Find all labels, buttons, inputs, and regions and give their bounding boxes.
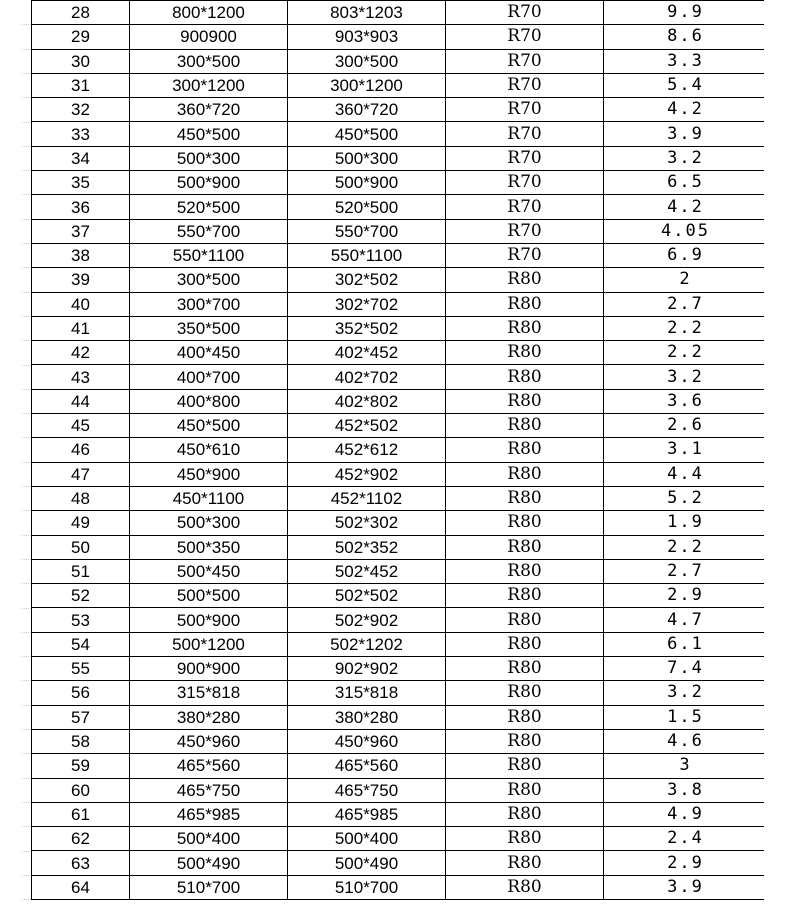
row-guide-line bbox=[22, 802, 31, 803]
cell-row-number[interactable]: 40 bbox=[32, 292, 130, 316]
cell-row-number[interactable]: 58 bbox=[32, 729, 130, 753]
cell-weight[interactable]: 5.2 bbox=[604, 486, 768, 510]
cell-row-number[interactable]: 54 bbox=[32, 632, 130, 656]
table-row bbox=[32, 462, 768, 486]
cell-model[interactable]: R80 bbox=[446, 292, 604, 316]
cell-size[interactable]: 350*500 bbox=[130, 316, 288, 340]
cell-model[interactable]: R80 bbox=[446, 486, 604, 510]
table-row bbox=[32, 657, 768, 681]
cell-row-number[interactable]: 36 bbox=[32, 195, 130, 219]
cell-model[interactable]: R80 bbox=[446, 559, 604, 583]
cell-weight[interactable]: 4.9 bbox=[604, 802, 768, 826]
cell-weight[interactable]: 3.3 bbox=[604, 49, 768, 73]
cell-row-number[interactable]: 30 bbox=[32, 49, 130, 73]
table-row bbox=[32, 729, 768, 753]
cell-model[interactable]: R70 bbox=[446, 98, 604, 122]
cell-size[interactable]: 400*450 bbox=[130, 341, 288, 365]
cell-row-number[interactable]: 29 bbox=[32, 25, 130, 49]
row-guide-line bbox=[22, 851, 31, 852]
row-guide-line bbox=[22, 194, 31, 195]
cell-outer-size[interactable]: 803*1203 bbox=[288, 1, 446, 25]
row-guide-line bbox=[22, 729, 31, 730]
cell-model[interactable]: R80 bbox=[446, 729, 604, 753]
table-row bbox=[32, 705, 768, 729]
cell-weight[interactable]: 7.4 bbox=[604, 657, 768, 681]
cell-outer-size[interactable]: 500*490 bbox=[288, 851, 446, 875]
cell-row-number[interactable]: 48 bbox=[32, 486, 130, 510]
cell-model[interactable]: R80 bbox=[446, 681, 604, 705]
cell-model[interactable]: R80 bbox=[446, 389, 604, 413]
cell-outer-size[interactable]: 302*502 bbox=[288, 268, 446, 292]
table-row bbox=[32, 1, 768, 25]
table-row bbox=[32, 389, 768, 413]
row-guide-line bbox=[22, 826, 31, 827]
row-guide-line bbox=[22, 340, 31, 341]
table-row bbox=[32, 851, 768, 875]
cell-row-number[interactable]: 59 bbox=[32, 754, 130, 778]
cell-weight[interactable]: 3.2 bbox=[604, 146, 768, 170]
table-row bbox=[32, 754, 768, 778]
table-row bbox=[32, 195, 768, 219]
cell-size[interactable]: 380*280 bbox=[130, 705, 288, 729]
row-guide-line bbox=[22, 97, 31, 98]
cell-weight[interactable]: 6.1 bbox=[604, 632, 768, 656]
cell-outer-size[interactable]: 300*1200 bbox=[288, 73, 446, 97]
cell-row-number[interactable]: 35 bbox=[32, 171, 130, 195]
row-guide-line bbox=[22, 753, 31, 754]
table-row bbox=[32, 292, 768, 316]
cell-outer-size[interactable]: 903*903 bbox=[288, 25, 446, 49]
cell-size[interactable]: 550*700 bbox=[130, 219, 288, 243]
table-row bbox=[32, 632, 768, 656]
cell-size[interactable]: 520*500 bbox=[130, 195, 288, 219]
cell-outer-size[interactable]: 315*818 bbox=[288, 681, 446, 705]
right-margin bbox=[764, 0, 790, 921]
cell-size[interactable]: 465*750 bbox=[130, 778, 288, 802]
cell-row-number[interactable]: 60 bbox=[32, 778, 130, 802]
cell-row-number[interactable]: 56 bbox=[32, 681, 130, 705]
cell-weight[interactable]: 3.2 bbox=[604, 365, 768, 389]
cell-size[interactable]: 500*1200 bbox=[130, 632, 288, 656]
table-row bbox=[32, 243, 768, 267]
table-row bbox=[32, 778, 768, 802]
cell-size[interactable]: 465*985 bbox=[130, 802, 288, 826]
row-guide-line bbox=[22, 535, 31, 536]
table-row bbox=[32, 146, 768, 170]
cell-model[interactable]: R70 bbox=[446, 25, 604, 49]
cell-row-number[interactable]: 42 bbox=[32, 341, 130, 365]
cell-size[interactable]: 800*1200 bbox=[130, 1, 288, 25]
table-row bbox=[32, 438, 768, 462]
cell-outer-size[interactable]: 520*500 bbox=[288, 195, 446, 219]
cell-row-number[interactable]: 53 bbox=[32, 608, 130, 632]
cell-weight[interactable]: 2.2 bbox=[604, 316, 768, 340]
cell-model[interactable]: R80 bbox=[446, 438, 604, 462]
row-guide-line bbox=[22, 705, 31, 706]
cell-size[interactable]: 500*900 bbox=[130, 171, 288, 195]
cell-outer-size[interactable]: 360*720 bbox=[288, 98, 446, 122]
cell-model[interactable]: R80 bbox=[446, 632, 604, 656]
cell-outer-size[interactable]: 550*700 bbox=[288, 219, 446, 243]
cell-weight[interactable]: 2.9 bbox=[604, 584, 768, 608]
cell-weight[interactable]: 4.4 bbox=[604, 462, 768, 486]
cell-weight[interactable]: 3.6 bbox=[604, 389, 768, 413]
cell-size[interactable]: 500*350 bbox=[130, 535, 288, 559]
cell-weight[interactable]: 6.5 bbox=[604, 171, 768, 195]
row-guide-line bbox=[22, 316, 31, 317]
cell-size[interactable]: 450*610 bbox=[130, 438, 288, 462]
cell-weight[interactable]: 3.9 bbox=[604, 875, 768, 899]
cell-model[interactable]: R70 bbox=[446, 195, 604, 219]
table-row bbox=[32, 25, 768, 49]
cell-outer-size[interactable]: 402*802 bbox=[288, 389, 446, 413]
row-guide-line bbox=[22, 875, 31, 876]
cell-model[interactable]: R80 bbox=[446, 802, 604, 826]
row-guide-line bbox=[22, 365, 31, 366]
row-guide-line bbox=[22, 437, 31, 438]
cell-weight[interactable]: 9.9 bbox=[604, 1, 768, 25]
cell-size[interactable]: 500*500 bbox=[130, 584, 288, 608]
table-row bbox=[32, 219, 768, 243]
cell-row-number[interactable]: 43 bbox=[32, 365, 130, 389]
cell-outer-size[interactable]: 500*300 bbox=[288, 146, 446, 170]
cell-size[interactable]: 300*500 bbox=[130, 268, 288, 292]
cell-weight[interactable]: 2.7 bbox=[604, 559, 768, 583]
table-row bbox=[32, 827, 768, 851]
cell-outer-size[interactable]: 450*960 bbox=[288, 729, 446, 753]
cell-size[interactable]: 465*560 bbox=[130, 754, 288, 778]
cell-size[interactable]: 450*500 bbox=[130, 414, 288, 438]
cell-weight[interactable]: 2.2 bbox=[604, 341, 768, 365]
cell-size[interactable]: 450*1100 bbox=[130, 486, 288, 510]
cell-row-number[interactable]: 47 bbox=[32, 462, 130, 486]
cell-size[interactable]: 450*900 bbox=[130, 462, 288, 486]
table-row bbox=[32, 98, 768, 122]
cell-weight[interactable]: 4.2 bbox=[604, 98, 768, 122]
row-guide-line bbox=[22, 24, 31, 25]
cell-size[interactable]: 300*500 bbox=[130, 49, 288, 73]
cell-size[interactable]: 500*400 bbox=[130, 827, 288, 851]
row-guide-line bbox=[22, 267, 31, 268]
row-guide-line bbox=[22, 486, 31, 487]
cell-row-number[interactable]: 41 bbox=[32, 316, 130, 340]
cell-outer-size[interactable]: 502*502 bbox=[288, 584, 446, 608]
cell-row-number[interactable]: 55 bbox=[32, 657, 130, 681]
table-row bbox=[32, 414, 768, 438]
cell-row-number[interactable]: 44 bbox=[32, 389, 130, 413]
row-guide-line bbox=[22, 413, 31, 414]
row-guide-line bbox=[22, 656, 31, 657]
cell-outer-size[interactable]: 452*1102 bbox=[288, 486, 446, 510]
cell-outer-size[interactable]: 302*702 bbox=[288, 292, 446, 316]
table-row bbox=[32, 341, 768, 365]
cell-model[interactable]: R80 bbox=[446, 754, 604, 778]
spec-table bbox=[31, 0, 768, 900]
cell-outer-size[interactable]: 465*985 bbox=[288, 802, 446, 826]
table-row bbox=[32, 875, 768, 899]
table-row bbox=[32, 535, 768, 559]
cell-weight[interactable]: 2.4 bbox=[604, 827, 768, 851]
cell-outer-size[interactable]: 402*452 bbox=[288, 341, 446, 365]
cell-outer-size[interactable]: 500*900 bbox=[288, 171, 446, 195]
cell-weight[interactable]: 3.1 bbox=[604, 438, 768, 462]
table-row bbox=[32, 584, 768, 608]
cell-row-number[interactable]: 63 bbox=[32, 851, 130, 875]
table-row bbox=[32, 608, 768, 632]
cell-weight[interactable]: 8.6 bbox=[604, 25, 768, 49]
row-guide-line bbox=[22, 608, 31, 609]
row-guide-line bbox=[22, 778, 31, 779]
cell-model[interactable]: R70 bbox=[446, 73, 604, 97]
cell-model[interactable]: R80 bbox=[446, 875, 604, 899]
row-guide-line bbox=[22, 219, 31, 220]
cell-outer-size[interactable]: 550*1100 bbox=[288, 243, 446, 267]
cell-size[interactable]: 510*700 bbox=[130, 875, 288, 899]
cell-size[interactable]: 360*720 bbox=[130, 98, 288, 122]
cell-model[interactable]: R80 bbox=[446, 657, 604, 681]
cell-size[interactable]: 315*818 bbox=[130, 681, 288, 705]
cell-row-number[interactable]: 52 bbox=[32, 584, 130, 608]
cell-row-number[interactable]: 31 bbox=[32, 73, 130, 97]
row-guide-line bbox=[22, 389, 31, 390]
cell-row-number[interactable]: 61 bbox=[32, 802, 130, 826]
cell-outer-size[interactable]: 502*902 bbox=[288, 608, 446, 632]
cell-weight[interactable]: 3.2 bbox=[604, 681, 768, 705]
table-row bbox=[32, 268, 768, 292]
cell-model[interactable]: R80 bbox=[446, 365, 604, 389]
row-guide-line bbox=[22, 146, 31, 147]
cell-row-number[interactable]: 64 bbox=[32, 875, 130, 899]
cell-model[interactable]: R70 bbox=[446, 122, 604, 146]
cell-weight[interactable]: 4.05 bbox=[604, 219, 768, 243]
cell-row-number[interactable]: 57 bbox=[32, 705, 130, 729]
table-row bbox=[32, 802, 768, 826]
cell-size[interactable]: 900900 bbox=[130, 25, 288, 49]
cell-row-number[interactable]: 51 bbox=[32, 559, 130, 583]
row-guide-line bbox=[22, 510, 31, 511]
row-guide-line bbox=[22, 49, 31, 50]
cell-outer-size[interactable]: 452*502 bbox=[288, 414, 446, 438]
cell-model[interactable]: R80 bbox=[446, 584, 604, 608]
cell-model[interactable]: R80 bbox=[446, 535, 604, 559]
cell-weight[interactable]: 4.7 bbox=[604, 608, 768, 632]
cell-size[interactable]: 450*500 bbox=[130, 122, 288, 146]
cell-model[interactable]: R80 bbox=[446, 316, 604, 340]
cell-outer-size[interactable]: 450*500 bbox=[288, 122, 446, 146]
cell-model[interactable]: R80 bbox=[446, 462, 604, 486]
cell-model[interactable]: R70 bbox=[446, 243, 604, 267]
row-guide-line bbox=[22, 462, 31, 463]
cell-size[interactable]: 300*1200 bbox=[130, 73, 288, 97]
table-row bbox=[32, 171, 768, 195]
cell-weight[interactable]: 2 bbox=[604, 268, 768, 292]
cell-weight[interactable]: 2.6 bbox=[604, 414, 768, 438]
cell-weight[interactable]: 3 bbox=[604, 754, 768, 778]
table-row bbox=[32, 73, 768, 97]
spec-table-body bbox=[32, 1, 768, 900]
cell-model[interactable]: R80 bbox=[446, 511, 604, 535]
cell-model[interactable]: R70 bbox=[446, 49, 604, 73]
row-guide-line bbox=[22, 559, 31, 560]
cell-model[interactable]: R70 bbox=[446, 1, 604, 25]
cell-weight[interactable]: 6.9 bbox=[604, 243, 768, 267]
cell-weight[interactable]: 3.9 bbox=[604, 122, 768, 146]
cell-weight[interactable]: 4.6 bbox=[604, 729, 768, 753]
cell-model[interactable]: R80 bbox=[446, 778, 604, 802]
cell-size[interactable]: 500*490 bbox=[130, 851, 288, 875]
cell-outer-size[interactable]: 502*1202 bbox=[288, 632, 446, 656]
cell-model[interactable]: R80 bbox=[446, 705, 604, 729]
table-row bbox=[32, 122, 768, 146]
table-row bbox=[32, 681, 768, 705]
cell-size[interactable]: 900*900 bbox=[130, 657, 288, 681]
table-row bbox=[32, 559, 768, 583]
table-row bbox=[32, 486, 768, 510]
cell-row-number[interactable]: 50 bbox=[32, 535, 130, 559]
cell-size[interactable]: 400*800 bbox=[130, 389, 288, 413]
cell-model[interactable]: R70 bbox=[446, 219, 604, 243]
cell-model[interactable]: R80 bbox=[446, 341, 604, 365]
cell-outer-size[interactable]: 402*702 bbox=[288, 365, 446, 389]
cell-model[interactable]: R80 bbox=[446, 851, 604, 875]
cell-weight[interactable]: 2.2 bbox=[604, 535, 768, 559]
table-row bbox=[32, 511, 768, 535]
cell-outer-size[interactable]: 452*902 bbox=[288, 462, 446, 486]
cell-row-number[interactable]: 37 bbox=[32, 219, 130, 243]
row-guide-line bbox=[22, 583, 31, 584]
row-guide-line bbox=[22, 73, 31, 74]
cell-row-number[interactable]: 34 bbox=[32, 146, 130, 170]
cell-size[interactable]: 400*700 bbox=[130, 365, 288, 389]
cell-weight[interactable]: 4.2 bbox=[604, 195, 768, 219]
cell-row-number[interactable]: 62 bbox=[32, 827, 130, 851]
cell-outer-size[interactable]: 465*750 bbox=[288, 778, 446, 802]
cell-outer-size[interactable]: 465*560 bbox=[288, 754, 446, 778]
row-guide-line bbox=[22, 680, 31, 681]
cell-weight[interactable]: 5.4 bbox=[604, 73, 768, 97]
cell-model[interactable]: R80 bbox=[446, 827, 604, 851]
cell-outer-size[interactable]: 500*400 bbox=[288, 827, 446, 851]
cell-outer-size[interactable]: 452*612 bbox=[288, 438, 446, 462]
cell-outer-size[interactable]: 352*502 bbox=[288, 316, 446, 340]
cell-outer-size[interactable]: 502*302 bbox=[288, 511, 446, 535]
cell-size[interactable]: 300*700 bbox=[130, 292, 288, 316]
cell-row-number[interactable]: 39 bbox=[32, 268, 130, 292]
row-guide-line bbox=[22, 122, 31, 123]
cell-outer-size[interactable]: 300*500 bbox=[288, 49, 446, 73]
table-row bbox=[32, 365, 768, 389]
row-guide-line bbox=[22, 243, 31, 244]
cell-size[interactable]: 450*960 bbox=[130, 729, 288, 753]
cell-weight[interactable]: 2.9 bbox=[604, 851, 768, 875]
bottom-margin bbox=[0, 902, 790, 921]
cell-size[interactable]: 500*300 bbox=[130, 146, 288, 170]
cell-size[interactable]: 550*1100 bbox=[130, 243, 288, 267]
row-guide-line bbox=[22, 292, 31, 293]
cell-weight[interactable]: 2.7 bbox=[604, 292, 768, 316]
cell-row-number[interactable]: 46 bbox=[32, 438, 130, 462]
cell-row-number[interactable]: 32 bbox=[32, 98, 130, 122]
cell-model[interactable]: R70 bbox=[446, 171, 604, 195]
cell-weight[interactable]: 3.8 bbox=[604, 778, 768, 802]
row-guide-line bbox=[22, 170, 31, 171]
row-guide-line bbox=[22, 899, 31, 900]
cell-size[interactable]: 500*300 bbox=[130, 511, 288, 535]
cell-row-number[interactable]: 49 bbox=[32, 511, 130, 535]
cell-outer-size[interactable]: 510*700 bbox=[288, 875, 446, 899]
cell-row-number[interactable]: 45 bbox=[32, 414, 130, 438]
cell-model[interactable]: R80 bbox=[446, 608, 604, 632]
table-row bbox=[32, 316, 768, 340]
cell-weight[interactable]: 1.5 bbox=[604, 705, 768, 729]
table-row bbox=[32, 49, 768, 73]
cell-model[interactable]: R80 bbox=[446, 414, 604, 438]
cell-row-number[interactable]: 33 bbox=[32, 122, 130, 146]
cell-outer-size[interactable]: 902*902 bbox=[288, 657, 446, 681]
cell-weight[interactable]: 1.9 bbox=[604, 511, 768, 535]
cell-size[interactable]: 500*450 bbox=[130, 559, 288, 583]
row-guide-line bbox=[22, 632, 31, 633]
cell-outer-size[interactable]: 502*452 bbox=[288, 559, 446, 583]
cell-model[interactable]: R70 bbox=[446, 146, 604, 170]
cell-outer-size[interactable]: 502*352 bbox=[288, 535, 446, 559]
cell-row-number[interactable]: 38 bbox=[32, 243, 130, 267]
cell-outer-size[interactable]: 380*280 bbox=[288, 705, 446, 729]
cell-model[interactable]: R80 bbox=[446, 268, 604, 292]
cell-size[interactable]: 500*900 bbox=[130, 608, 288, 632]
cell-row-number[interactable]: 28 bbox=[32, 1, 130, 25]
